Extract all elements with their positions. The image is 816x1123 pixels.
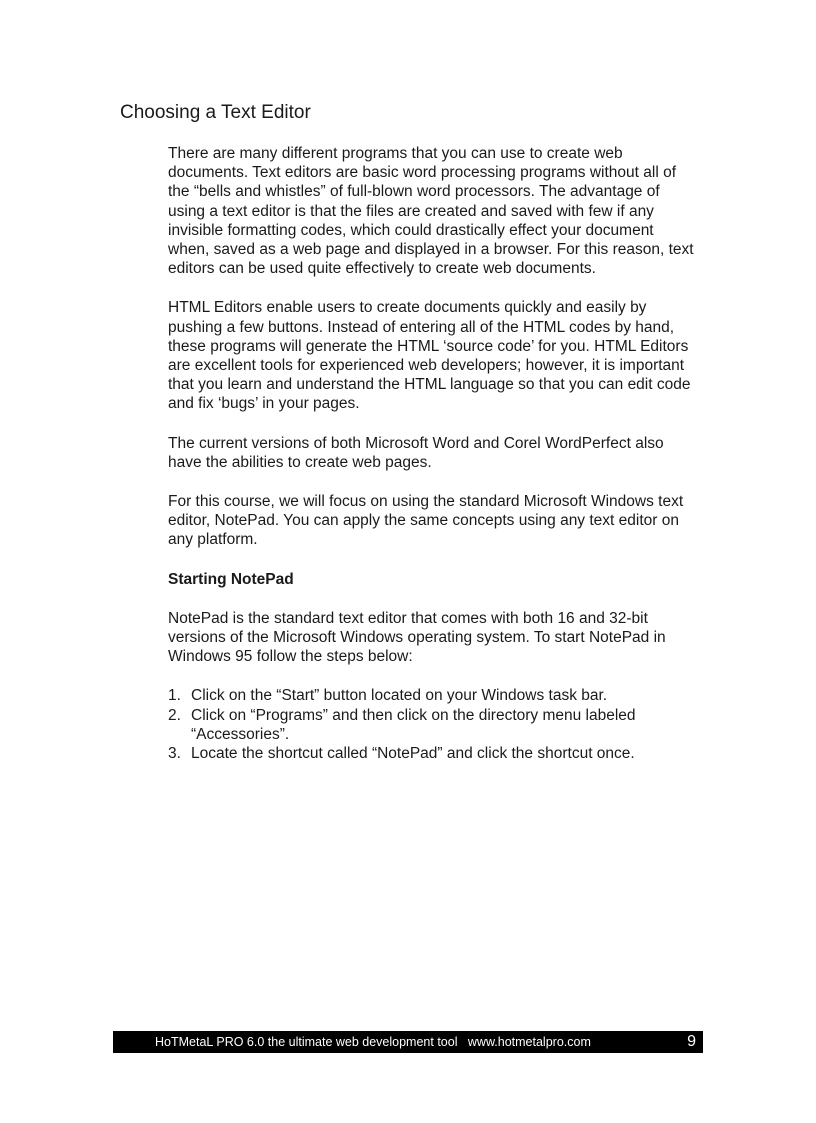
footer-text: HoTMetaL PRO 6.0 the ultimate web development tool www.hotmetalpro.com bbox=[155, 1035, 591, 1049]
step-item bbox=[168, 744, 696, 763]
page-number: 9 bbox=[687, 1033, 696, 1050]
step-number: 1. bbox=[168, 687, 181, 705]
step-item bbox=[168, 686, 696, 705]
section-heading-starting-notepad: Starting NotePad bbox=[168, 570, 294, 588]
page-title: Choosing a Text Editor bbox=[120, 102, 311, 123]
step-number: 3. bbox=[168, 745, 181, 763]
step-number: 2. bbox=[168, 706, 181, 724]
paragraph-html-editors: HTML Editors enable users to create documents quickly and easily by pushing a few buttons. Instead of entering all of the HTML codes by hand, these programs will generate the HTML ‘source code’ for you. HTML Editors are excellent tools for experienced web developers; however, it is important that you learn and understand the HTML language so that you can edit code and fix ‘bugs’ in your pages. bbox=[168, 299, 691, 413]
paragraph-text-editors: There are many different programs that you can use to create web documents. Text editors are basic word processing programs without all of the “bells and whistles” of full-blown word processors. The advantage of using a text editor is that the files are created and saved with few if any invisible formatting codes, which could drastically effect your document when, saved as a web page and displayed in a browser. For this reason, text editors can be used quite effectively to create web documents. bbox=[168, 145, 694, 278]
steps-list bbox=[168, 686, 696, 763]
paragraph-course-focus: For this course, we will focus on using the standard Microsoft Windows text editor, NotePad. You can apply the same concepts using any text editor on any platform. bbox=[168, 493, 684, 549]
step-text: Click on the “Start” button located on your Windows task bar. bbox=[191, 687, 608, 705]
step-item bbox=[168, 706, 696, 744]
paragraph-word-processors: The current versions of both Microsoft Word and Corel WordPerfect also have the abilities to create web pages. bbox=[168, 434, 664, 471]
page-footer bbox=[113, 1031, 703, 1053]
step-text: Locate the shortcut called “NotePad” and click the shortcut once. bbox=[191, 745, 635, 763]
document-body bbox=[168, 144, 696, 763]
paragraph-notepad-intro: NotePad is the standard text editor that comes with both 16 and 32-bit versions of the Microsoft Windows operating system. To start NotePad in Windows 95 follow the steps below: bbox=[168, 609, 666, 666]
step-text: Click on “Programs” and then click on the directory menu labeled “Accessories”. bbox=[191, 706, 636, 743]
